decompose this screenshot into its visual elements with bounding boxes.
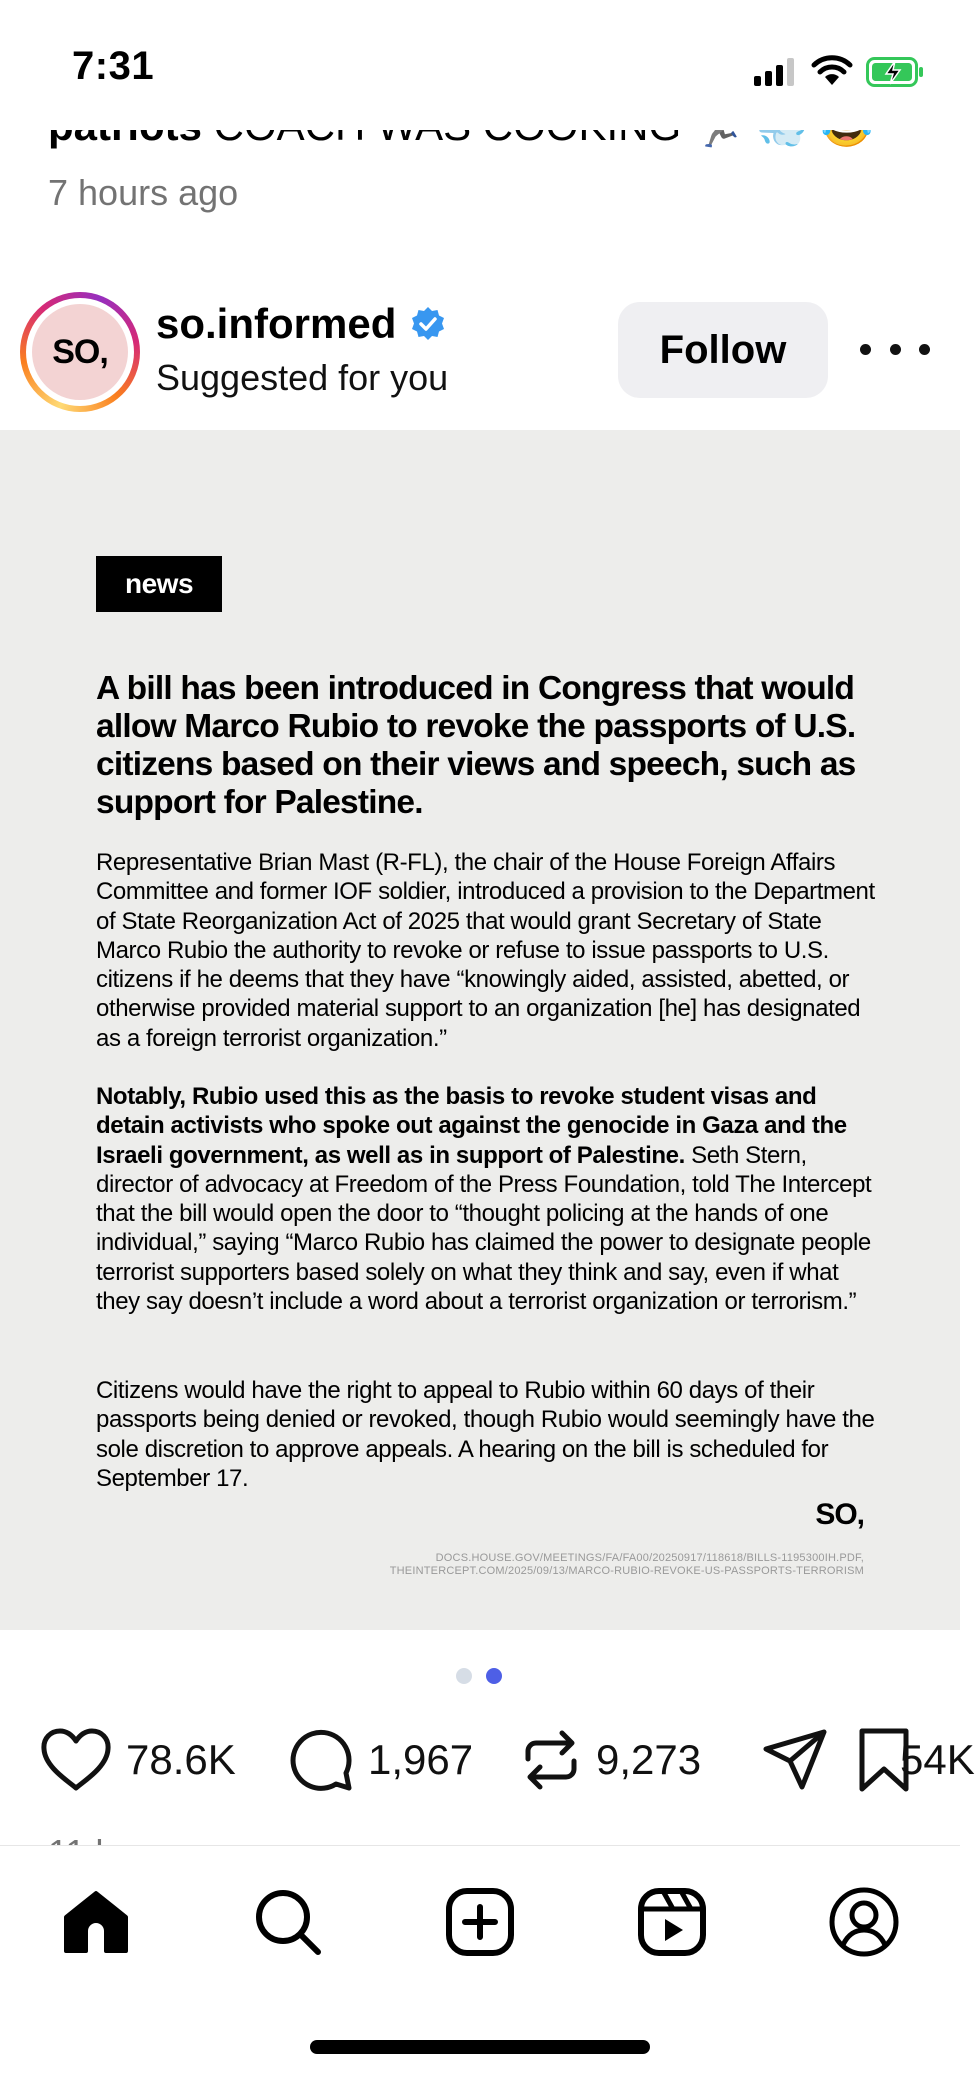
status-time: 7:31 [72, 44, 155, 88]
comment-count[interactable]: 1,967 [368, 1736, 474, 1783]
repost-count[interactable]: 9,273 [596, 1736, 702, 1783]
more-options-icon[interactable] [860, 334, 930, 364]
avatar[interactable] [20, 292, 140, 412]
suggested-label: Suggested for you [156, 357, 449, 398]
save-action[interactable] [854, 1720, 975, 1800]
post-sources [164, 1552, 864, 1578]
tab-profile[interactable] [826, 1884, 902, 1960]
create-icon[interactable] [445, 1887, 515, 1957]
home-icon[interactable] [60, 1887, 132, 1957]
tab-create[interactable] [442, 1884, 518, 1960]
post-headline: A bill has been introduced in Congress that would allow Marco Rubio to revoke the passports of U.S. citizens based on their views and speech, such as support for Palestine. [96, 670, 856, 821]
avatar-image: SO, [32, 304, 128, 400]
post-paragraph-2-bold: Notably, Rubio used this as the basis to revoke student visas and detain activists who spoke out against the genocide in Gaza and the Israeli government, as well as in support of Palestine. [96, 1083, 847, 1169]
carousel-dot [456, 1668, 472, 1684]
comment-action[interactable] [288, 1720, 473, 1800]
bookmark-icon[interactable] [854, 1727, 914, 1793]
post-paragraph-2-rest: Seth Stern, director of advocacy at Freedom of the Press Foundation, told The Intercept that the bill would open the door to “thought policing at the hands of one individual,” saying “Marco Rubio has claimed the power to designate people terrorist supporters based solely on what they think and say, even if what they say doesn’t include a word about a terrorist organization or terrorism.” [96, 1141, 872, 1316]
repost-action[interactable] [520, 1720, 701, 1800]
tab-reels[interactable] [634, 1884, 710, 1960]
share-action[interactable] [762, 1720, 828, 1800]
username[interactable]: so.informed [156, 300, 397, 347]
home-indicator[interactable] [310, 2040, 650, 2054]
cellular-signal-icon [754, 58, 798, 86]
share-icon[interactable] [762, 1727, 828, 1793]
status-icons [754, 52, 924, 92]
battery-charging-icon [866, 57, 924, 87]
post-paragraph-1: Representative Brian Mast (R-FL), the chair of the House Foreign Affairs Committee and former IOF soldier, introduced a provision to the Department of State Reorganization Act of 2025 that would grant Secretary of State Marco Rubio the authority to revoke or refuse to issue passports to U.S. citizens if he deems that they have “knowingly aided, assisted, abetted, or otherwise provided material support to an organization [he] has designated as a foreign terrorist organization.” [96, 849, 875, 1052]
tab-search[interactable] [250, 1884, 326, 1960]
repost-icon[interactable] [520, 1727, 582, 1793]
news-tag: news [96, 556, 222, 612]
username-row [156, 300, 446, 348]
like-action[interactable] [40, 1720, 236, 1800]
tab-home[interactable] [58, 1884, 134, 1960]
carousel-dot-active [486, 1668, 502, 1684]
avatar-border [26, 298, 134, 406]
verified-badge-icon [410, 306, 446, 342]
brand-logo: SO, [815, 1498, 864, 1531]
profile-icon[interactable] [828, 1886, 900, 1958]
post-paragraph-3: Citizens would have the right to appeal to Rubio within 60 days of their passports being denied or revoked, though Rubio would seemingly have the sole discretion to approve appeals. A hearing on the bill is scheduled for September 17. [96, 1377, 875, 1492]
search-icon[interactable] [252, 1886, 324, 1958]
comment-icon[interactable] [288, 1727, 354, 1793]
previous-post-time: 7 hours ago [48, 172, 239, 213]
source-line-1: DOCS.HOUSE.GOV/MEETINGS/FA/FA00/20250917/118618/BILLS-1195300IH.PDF, [435, 1552, 864, 1564]
status-bar [0, 0, 960, 130]
source-line-2: THEINTERCEPT.COM/2025/09/13/MARCO-RUBIO-REVOKE-US-PASSPORTS-TERRORISM [389, 1565, 864, 1577]
post-paragraph-2 [96, 1082, 876, 1316]
reels-icon[interactable] [637, 1887, 707, 1957]
heart-icon[interactable] [40, 1727, 112, 1793]
save-count[interactable]: 54K [900, 1736, 975, 1783]
follow-button[interactable]: Follow [618, 302, 828, 398]
wifi-icon [812, 57, 852, 87]
like-count[interactable]: 78.6K [126, 1736, 236, 1783]
carousel-indicator [456, 1668, 502, 1684]
post-actions [40, 1720, 975, 1800]
